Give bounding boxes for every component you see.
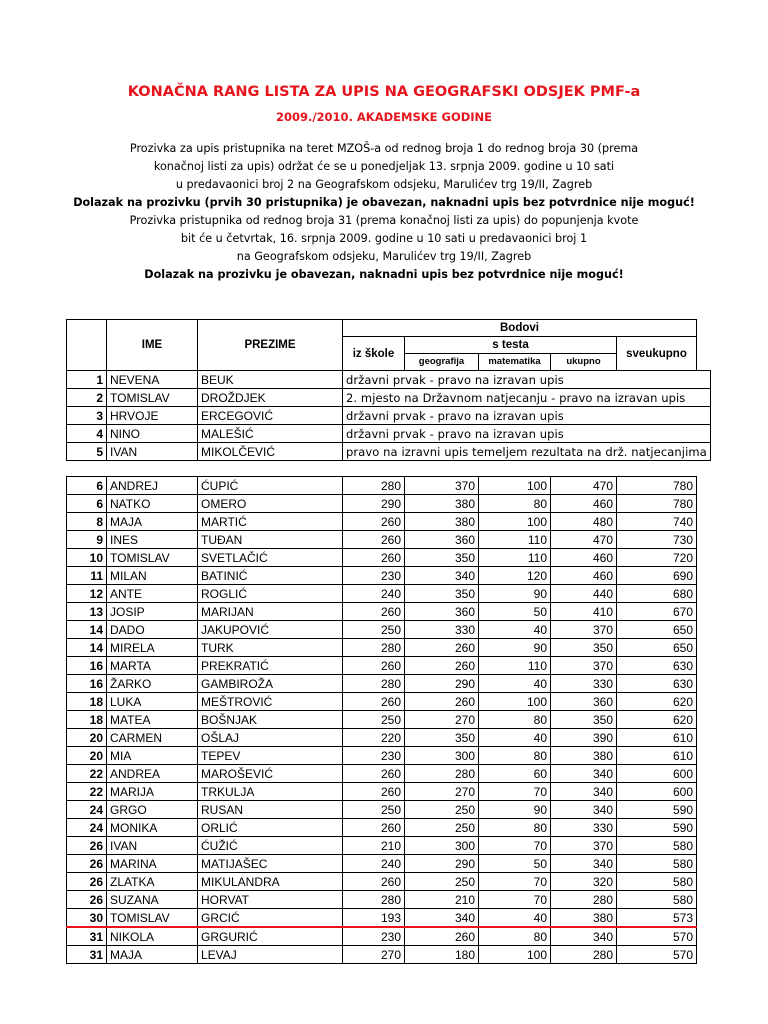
- rank-cell: 14: [67, 621, 107, 639]
- table-row: [67, 407, 711, 425]
- last-name-cell: GRCIĆ: [198, 909, 343, 928]
- grand-total-cell: 600: [617, 783, 697, 801]
- table-row: [67, 711, 697, 729]
- note-cell: državni prvak - pravo na izravan upis: [343, 371, 711, 389]
- last-name-cell: OMERO: [198, 495, 343, 513]
- math-points-cell: 50: [479, 855, 551, 873]
- geography-points-cell: 210: [405, 891, 479, 909]
- grand-total-cell: 680: [617, 585, 697, 603]
- rank-cell: 4: [67, 425, 107, 443]
- last-name-cell: ERCEGOVIĆ: [198, 407, 343, 425]
- rank-cell: 6: [67, 477, 107, 495]
- last-name-cell: JAKUPOVIĆ: [198, 621, 343, 639]
- grand-total-cell: 580: [617, 873, 697, 891]
- rank-cell: 6: [67, 495, 107, 513]
- test-total-cell: 370: [551, 657, 617, 675]
- page-subtitle: 2009./2010. AKADEMSKE GODINE: [275, 110, 493, 124]
- last-name-cell: DROŽDJEK: [198, 389, 343, 407]
- notice-line: Prozivka za upis pristupnika na teret MZOŠ-a od rednog broja 1 do rednog broja 30 (prema: [129, 142, 639, 155]
- note-cell: 2. mjesto na Državnom natjecanju - pravo na izravan upis: [343, 389, 711, 407]
- first-name-cell: LUKA: [107, 693, 198, 711]
- rank-cell: 16: [67, 675, 107, 693]
- rank-cell: 10: [67, 549, 107, 567]
- test-total-cell: 380: [551, 909, 617, 928]
- rank-cell: 2: [67, 389, 107, 407]
- math-points-cell: 100: [479, 477, 551, 495]
- last-name-cell: BOŠNJAK: [198, 711, 343, 729]
- rank-cell: 18: [67, 693, 107, 711]
- school-points-cell: 290: [343, 495, 405, 513]
- note-cell: pravo na izravni upis temeljem rezultata na drž. natjecanjima: [343, 443, 711, 461]
- rank-cell: 11: [67, 567, 107, 585]
- school-points-cell: 230: [343, 567, 405, 585]
- test-total-cell: 470: [551, 477, 617, 495]
- geography-points-cell: 300: [405, 837, 479, 855]
- school-points-cell: 270: [343, 946, 405, 964]
- school-points-cell: 250: [343, 711, 405, 729]
- notice-line: Dolazak na prozivku je obavezan, naknadni upis bez potvrdnice nije moguć!: [144, 268, 624, 281]
- school-points-cell: 260: [343, 783, 405, 801]
- first-name-cell: MAJA: [107, 946, 198, 964]
- rank-cell: 13: [67, 603, 107, 621]
- table-row: [67, 729, 697, 747]
- direct-admission-table: [66, 370, 711, 461]
- test-total-cell: 280: [551, 891, 617, 909]
- rank-cell: 31: [67, 927, 107, 946]
- last-name-cell: SVETLAČIĆ: [198, 549, 343, 567]
- table-row: [67, 567, 697, 585]
- test-total-cell: 440: [551, 585, 617, 603]
- table-row: [67, 946, 697, 964]
- test-total-cell: 330: [551, 675, 617, 693]
- math-points-cell: 110: [479, 657, 551, 675]
- table-row: [67, 657, 697, 675]
- table-row: [67, 639, 697, 657]
- first-name-cell: NINO: [107, 425, 198, 443]
- notice-line: na Geografskom odsjeku, Marulićev trg 19/II, Zagreb: [236, 250, 532, 263]
- first-name-cell: IVAN: [107, 837, 198, 855]
- math-points-cell: 100: [479, 513, 551, 531]
- ranked-table: [66, 476, 697, 964]
- table-row: [67, 585, 697, 603]
- math-points-cell: 90: [479, 585, 551, 603]
- last-name-cell: TRKULJA: [198, 783, 343, 801]
- first-name-cell: MIA: [107, 747, 198, 765]
- table-row: [67, 819, 697, 837]
- geography-points-cell: 250: [405, 873, 479, 891]
- table-row: [67, 477, 697, 495]
- header-prezime: PREZIME: [198, 320, 343, 371]
- math-points-cell: 80: [479, 495, 551, 513]
- table-row: [67, 765, 697, 783]
- grand-total-cell: 780: [617, 477, 697, 495]
- math-points-cell: 80: [479, 711, 551, 729]
- table-row: [67, 801, 697, 819]
- math-points-cell: 70: [479, 837, 551, 855]
- last-name-cell: PREKRATIĆ: [198, 657, 343, 675]
- geography-points-cell: 270: [405, 711, 479, 729]
- math-points-cell: 120: [479, 567, 551, 585]
- grand-total-cell: 630: [617, 657, 697, 675]
- header-geografija: geografija: [405, 354, 479, 371]
- table-row: [67, 891, 697, 909]
- last-name-cell: MARIJAN: [198, 603, 343, 621]
- grand-total-cell: 600: [617, 765, 697, 783]
- rank-cell: 22: [67, 783, 107, 801]
- test-total-cell: 460: [551, 549, 617, 567]
- note-cell: državni prvak - pravo na izravan upis: [343, 425, 711, 443]
- first-name-cell: ZLATKA: [107, 873, 198, 891]
- last-name-cell: MIKOLČEVIĆ: [198, 443, 343, 461]
- math-points-cell: 100: [479, 946, 551, 964]
- test-total-cell: 470: [551, 531, 617, 549]
- school-points-cell: 260: [343, 549, 405, 567]
- grand-total-cell: 650: [617, 621, 697, 639]
- grand-total-cell: 630: [617, 675, 697, 693]
- last-name-cell: MARTIĆ: [198, 513, 343, 531]
- header-rank: [67, 320, 107, 371]
- table-row: [67, 693, 697, 711]
- math-points-cell: 50: [479, 603, 551, 621]
- table-row: [67, 549, 697, 567]
- first-name-cell: JOSIP: [107, 603, 198, 621]
- last-name-cell: ORLIĆ: [198, 819, 343, 837]
- school-points-cell: 280: [343, 639, 405, 657]
- header-matematika: matematika: [479, 354, 551, 371]
- rank-cell: 31: [67, 946, 107, 964]
- grand-total-cell: 740: [617, 513, 697, 531]
- math-points-cell: 40: [479, 729, 551, 747]
- math-points-cell: 80: [479, 927, 551, 946]
- last-name-cell: TURK: [198, 639, 343, 657]
- first-name-cell: INES: [107, 531, 198, 549]
- last-name-cell: ĆUPIĆ: [198, 477, 343, 495]
- grand-total-cell: 590: [617, 819, 697, 837]
- school-points-cell: 193: [343, 909, 405, 928]
- first-name-cell: HRVOJE: [107, 407, 198, 425]
- math-points-cell: 80: [479, 819, 551, 837]
- test-total-cell: 340: [551, 927, 617, 946]
- geography-points-cell: 340: [405, 567, 479, 585]
- test-total-cell: 330: [551, 819, 617, 837]
- geography-points-cell: 290: [405, 675, 479, 693]
- notice-line: konačnoj listi za upis) održat će se u ponedjeljak 13. srpnja 2009. godine u 10 sati: [153, 160, 615, 173]
- rank-cell: 18: [67, 711, 107, 729]
- school-points-cell: 240: [343, 855, 405, 873]
- school-points-cell: 250: [343, 621, 405, 639]
- grand-total-cell: 610: [617, 747, 697, 765]
- test-total-cell: 410: [551, 603, 617, 621]
- test-total-cell: 340: [551, 855, 617, 873]
- school-points-cell: 240: [343, 585, 405, 603]
- rank-cell: 30: [67, 909, 107, 928]
- rank-cell: 26: [67, 891, 107, 909]
- last-name-cell: MATIJAŠEC: [198, 855, 343, 873]
- grand-total-cell: 780: [617, 495, 697, 513]
- geography-points-cell: 180: [405, 946, 479, 964]
- last-name-cell: MIKULANDRA: [198, 873, 343, 891]
- grand-total-cell: 670: [617, 603, 697, 621]
- table-header: [66, 319, 697, 371]
- header-bodovi: Bodovi: [343, 320, 697, 337]
- last-name-cell: OŠLAJ: [198, 729, 343, 747]
- last-name-cell: BEUK: [198, 371, 343, 389]
- rank-cell: 24: [67, 819, 107, 837]
- school-points-cell: 260: [343, 603, 405, 621]
- last-name-cell: GAMBIROŽA: [198, 675, 343, 693]
- test-total-cell: 370: [551, 621, 617, 639]
- enrollment-notice: [0, 140, 768, 284]
- first-name-cell: ANDREA: [107, 765, 198, 783]
- first-name-cell: NEVENA: [107, 371, 198, 389]
- first-name-cell: TOMISLAV: [107, 389, 198, 407]
- rank-cell: 5: [67, 443, 107, 461]
- test-total-cell: 320: [551, 873, 617, 891]
- note-cell: državni prvak - pravo na izravan upis: [343, 407, 711, 425]
- geography-points-cell: 290: [405, 855, 479, 873]
- rank-cell: 26: [67, 873, 107, 891]
- geography-points-cell: 260: [405, 927, 479, 946]
- rank-cell: 20: [67, 729, 107, 747]
- math-points-cell: 90: [479, 639, 551, 657]
- table-row: [67, 371, 711, 389]
- last-name-cell: MEŠTROVIĆ: [198, 693, 343, 711]
- first-name-cell: GRGO: [107, 801, 198, 819]
- geography-points-cell: 260: [405, 639, 479, 657]
- math-points-cell: 40: [479, 909, 551, 928]
- rank-cell: 14: [67, 639, 107, 657]
- first-name-cell: MONIKA: [107, 819, 198, 837]
- first-name-cell: NATKO: [107, 495, 198, 513]
- rank-cell: 20: [67, 747, 107, 765]
- rank-cell: 24: [67, 801, 107, 819]
- rank-cell: 9: [67, 531, 107, 549]
- notice-line: Dolazak na prozivku (prvih 30 pristupnika) je obavezan, naknadni upis bez potvrdnice nije moguć!: [73, 196, 695, 209]
- table-row: [67, 783, 697, 801]
- table-row: [67, 495, 697, 513]
- last-name-cell: ROGLIĆ: [198, 585, 343, 603]
- header-sveukupno: sveukupno: [617, 337, 697, 371]
- notice-line: u predavaonici broj 2 na Geografskom odsjeku, Marulićev trg 19/II, Zagreb: [175, 178, 593, 191]
- test-total-cell: 360: [551, 693, 617, 711]
- school-points-cell: 260: [343, 765, 405, 783]
- grand-total-cell: 570: [617, 946, 697, 964]
- test-total-cell: 350: [551, 639, 617, 657]
- geography-points-cell: 350: [405, 729, 479, 747]
- notice-line: bit će u četvrtak, 16. srpnja 2009. godine u 10 sati u predavaonici broj 1: [180, 232, 588, 245]
- first-name-cell: MAJA: [107, 513, 198, 531]
- school-points-cell: 260: [343, 513, 405, 531]
- geography-points-cell: 360: [405, 603, 479, 621]
- notice-line: Prozivka pristupnika od rednog broja 31 (prema konačnoj listi za upis) do popunjenja kvote: [129, 214, 639, 227]
- school-points-cell: 260: [343, 531, 405, 549]
- math-points-cell: 70: [479, 873, 551, 891]
- header-s-testa: s testa: [405, 337, 617, 354]
- table-row: [67, 531, 697, 549]
- grand-total-cell: 580: [617, 837, 697, 855]
- school-points-cell: 230: [343, 927, 405, 946]
- grand-total-cell: 620: [617, 711, 697, 729]
- first-name-cell: MARINA: [107, 855, 198, 873]
- table-row: [67, 873, 697, 891]
- header-ukupno: ukupno: [551, 354, 617, 371]
- math-points-cell: 40: [479, 621, 551, 639]
- geography-points-cell: 260: [405, 657, 479, 675]
- table-row: [67, 747, 697, 765]
- table-row: [67, 837, 697, 855]
- test-total-cell: 340: [551, 765, 617, 783]
- first-name-cell: IVAN: [107, 443, 198, 461]
- table-row: [67, 389, 711, 407]
- rank-cell: 26: [67, 837, 107, 855]
- test-total-cell: 460: [551, 567, 617, 585]
- geography-points-cell: 360: [405, 531, 479, 549]
- rank-cell: 8: [67, 513, 107, 531]
- table-row: [67, 443, 711, 461]
- last-name-cell: LEVAJ: [198, 946, 343, 964]
- geography-points-cell: 350: [405, 549, 479, 567]
- test-total-cell: 340: [551, 783, 617, 801]
- math-points-cell: 90: [479, 801, 551, 819]
- table-row: [67, 513, 697, 531]
- school-points-cell: 280: [343, 891, 405, 909]
- grand-total-cell: 590: [617, 801, 697, 819]
- geography-points-cell: 380: [405, 513, 479, 531]
- grand-total-cell: 580: [617, 891, 697, 909]
- geography-points-cell: 330: [405, 621, 479, 639]
- math-points-cell: 40: [479, 675, 551, 693]
- grand-total-cell: 690: [617, 567, 697, 585]
- grand-total-cell: 730: [617, 531, 697, 549]
- grand-total-cell: 650: [617, 639, 697, 657]
- last-name-cell: MAROŠEVIĆ: [198, 765, 343, 783]
- math-points-cell: 70: [479, 783, 551, 801]
- math-points-cell: 80: [479, 747, 551, 765]
- rank-cell: 1: [67, 371, 107, 389]
- first-name-cell: MARTA: [107, 657, 198, 675]
- school-points-cell: 210: [343, 837, 405, 855]
- table-row: [67, 675, 697, 693]
- grand-total-cell: 573: [617, 909, 697, 928]
- last-name-cell: ĆUŽIĆ: [198, 837, 343, 855]
- school-points-cell: 260: [343, 873, 405, 891]
- test-total-cell: 480: [551, 513, 617, 531]
- test-total-cell: 380: [551, 747, 617, 765]
- grand-total-cell: 570: [617, 927, 697, 946]
- geography-points-cell: 380: [405, 495, 479, 513]
- math-points-cell: 110: [479, 531, 551, 549]
- geography-points-cell: 300: [405, 747, 479, 765]
- school-points-cell: 260: [343, 693, 405, 711]
- test-total-cell: 370: [551, 837, 617, 855]
- table-row: [67, 909, 697, 928]
- test-total-cell: 280: [551, 946, 617, 964]
- geography-points-cell: 280: [405, 765, 479, 783]
- geography-points-cell: 250: [405, 801, 479, 819]
- last-name-cell: MALEŠIĆ: [198, 425, 343, 443]
- first-name-cell: MIRELA: [107, 639, 198, 657]
- test-total-cell: 350: [551, 711, 617, 729]
- test-total-cell: 460: [551, 495, 617, 513]
- school-points-cell: 260: [343, 657, 405, 675]
- rank-cell: 26: [67, 855, 107, 873]
- table-row: [67, 855, 697, 873]
- test-total-cell: 340: [551, 801, 617, 819]
- first-name-cell: MILAN: [107, 567, 198, 585]
- last-name-cell: GRGURIĆ: [198, 927, 343, 946]
- table-row: [67, 927, 697, 946]
- rank-cell: 16: [67, 657, 107, 675]
- last-name-cell: TEPEV: [198, 747, 343, 765]
- first-name-cell: MATEA: [107, 711, 198, 729]
- last-name-cell: TUĐAN: [198, 531, 343, 549]
- last-name-cell: RUSAN: [198, 801, 343, 819]
- school-points-cell: 260: [343, 819, 405, 837]
- test-total-cell: 390: [551, 729, 617, 747]
- geography-points-cell: 350: [405, 585, 479, 603]
- header-iz-skole: iz škole: [343, 337, 405, 371]
- first-name-cell: NIKOLA: [107, 927, 198, 946]
- geography-points-cell: 370: [405, 477, 479, 495]
- rank-cell: 3: [67, 407, 107, 425]
- grand-total-cell: 610: [617, 729, 697, 747]
- first-name-cell: MARIJA: [107, 783, 198, 801]
- grand-total-cell: 580: [617, 855, 697, 873]
- last-name-cell: HORVAT: [198, 891, 343, 909]
- math-points-cell: 100: [479, 693, 551, 711]
- math-points-cell: 60: [479, 765, 551, 783]
- geography-points-cell: 260: [405, 693, 479, 711]
- table-row: [67, 621, 697, 639]
- first-name-cell: TOMISLAV: [107, 909, 198, 928]
- table-row: [67, 603, 697, 621]
- table-row: [67, 425, 711, 443]
- first-name-cell: ŽARKO: [107, 675, 198, 693]
- math-points-cell: 110: [479, 549, 551, 567]
- first-name-cell: DADO: [107, 621, 198, 639]
- grand-total-cell: 720: [617, 549, 697, 567]
- first-name-cell: ANTE: [107, 585, 198, 603]
- first-name-cell: ANDREJ: [107, 477, 198, 495]
- school-points-cell: 250: [343, 801, 405, 819]
- school-points-cell: 230: [343, 747, 405, 765]
- school-points-cell: 220: [343, 729, 405, 747]
- last-name-cell: BATINIĆ: [198, 567, 343, 585]
- geography-points-cell: 250: [405, 819, 479, 837]
- geography-points-cell: 270: [405, 783, 479, 801]
- first-name-cell: TOMISLAV: [107, 549, 198, 567]
- school-points-cell: 280: [343, 675, 405, 693]
- page-title: KONAČNA RANG LISTA ZA UPIS NA GEOGRAFSKI ODSJEK PMF-a: [127, 84, 641, 100]
- header-ime: IME: [107, 320, 198, 371]
- school-points-cell: 280: [343, 477, 405, 495]
- grand-total-cell: 620: [617, 693, 697, 711]
- rank-cell: 12: [67, 585, 107, 603]
- first-name-cell: CARMEN: [107, 729, 198, 747]
- rank-cell: 22: [67, 765, 107, 783]
- math-points-cell: 70: [479, 891, 551, 909]
- geography-points-cell: 340: [405, 909, 479, 928]
- first-name-cell: SUZANA: [107, 891, 198, 909]
